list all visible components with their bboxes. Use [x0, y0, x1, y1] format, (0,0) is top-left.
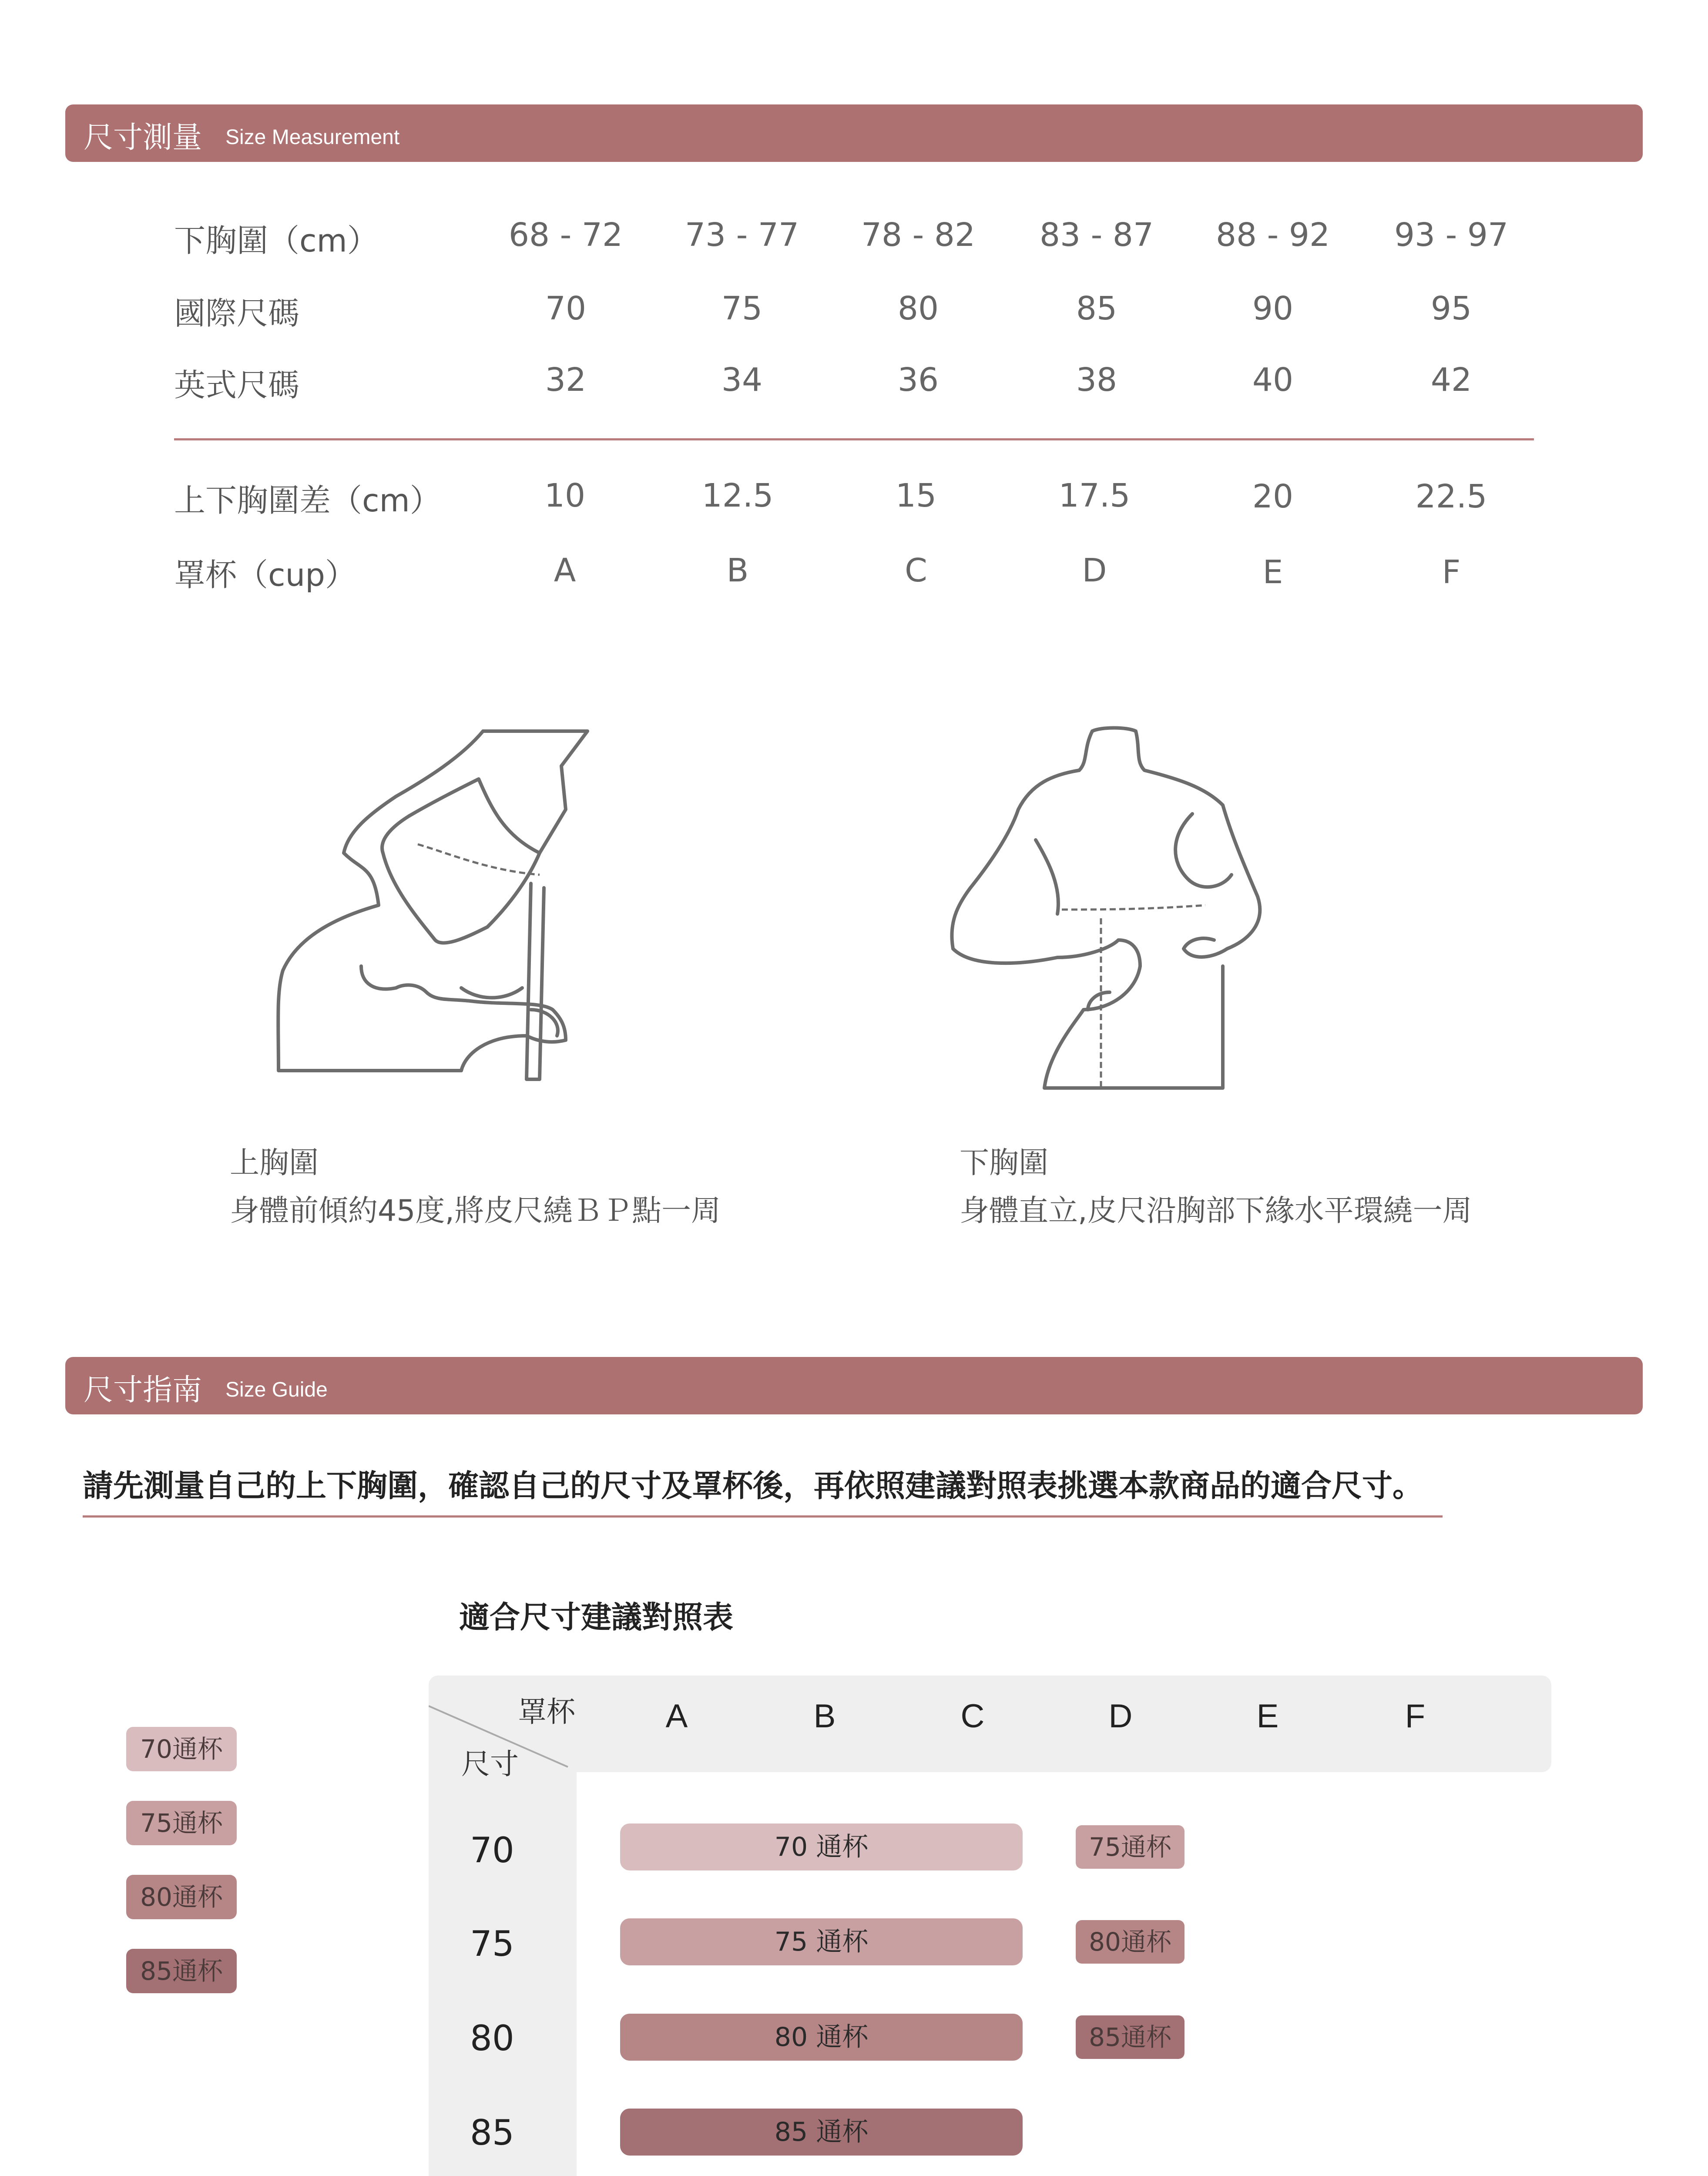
- table-cell: 22.5: [1415, 478, 1487, 515]
- caption-text: 身體前傾約45度,將皮尺繞ＢＰ點一周: [230, 1194, 721, 1228]
- table-cell: F: [1442, 554, 1461, 591]
- table-title: 適合尺寸建議對照表: [459, 1599, 733, 1635]
- section-header-guide: [65, 1357, 1643, 1414]
- guide-divider: [83, 1515, 1443, 1518]
- table-divider: [174, 438, 1534, 440]
- table-cell: 12.5: [701, 477, 774, 514]
- table-cell: E: [1262, 554, 1283, 591]
- table-cell: 73 - 77: [685, 216, 799, 254]
- table-cell: 10: [544, 477, 586, 514]
- caption-text: 身體直立,皮尺沿胸部下緣水平環繞一周: [960, 1194, 1472, 1228]
- section-subtitle: Size Guide: [225, 1378, 328, 1401]
- rec-bar-75: 75 通杯: [620, 1918, 1023, 1965]
- table-cell: 40: [1252, 361, 1294, 399]
- cup-header: C: [960, 1698, 985, 1735]
- table-cell: 34: [721, 361, 763, 399]
- section-subtitle: Size Measurement: [225, 126, 400, 149]
- row-label-uk-size: 英式尺碼: [174, 367, 300, 403]
- section-title: 尺寸測量: [84, 121, 202, 155]
- table-cell: 93 - 97: [1394, 216, 1509, 254]
- rec-bar-80: 80 通杯: [620, 2014, 1023, 2061]
- table-cell: 17.5: [1058, 477, 1131, 514]
- table-cell: 38: [1076, 361, 1117, 399]
- corner-size-label: 尺寸: [461, 1747, 519, 1781]
- caption-title: 下胸圍: [960, 1146, 1049, 1180]
- table-cell: 36: [897, 361, 939, 399]
- table-cell: 83 - 87: [1039, 216, 1154, 254]
- cup-header: F: [1405, 1698, 1426, 1735]
- corner-cup-label: 罩杯: [518, 1695, 575, 1729]
- table-cell: 42: [1430, 361, 1472, 399]
- row-label-underbust: 下胸圍（cm）: [174, 222, 379, 259]
- legend-85: 85通杯: [126, 1949, 237, 1993]
- rec-pill-d-70: 75通杯: [1076, 1825, 1185, 1869]
- legend-70: 70通杯: [126, 1727, 237, 1771]
- table-cell: 75: [721, 290, 763, 327]
- rec-pill-d-80: 85通杯: [1076, 2015, 1185, 2059]
- guide-instruction: 請先測量自己的上下胸圍，確認自己的尺寸及罩杯後，再依照建議對照表挑選本款商品的適合尺寸。: [83, 1468, 1423, 1504]
- caption-title: 上胸圍: [230, 1146, 319, 1180]
- section-header-measurement: [65, 104, 1643, 162]
- table-cell: C: [905, 552, 927, 589]
- cup-header: D: [1108, 1698, 1133, 1735]
- legend-80: 80通杯: [126, 1875, 237, 1919]
- upper-bust-caption: [230, 1139, 721, 1235]
- size-label: 70: [470, 1830, 514, 1870]
- upper-bust-illustration: [261, 722, 592, 1092]
- table-cell: D: [1082, 552, 1107, 589]
- table-cell: 15: [895, 477, 937, 514]
- legend-75: 75通杯: [126, 1801, 237, 1845]
- cup-header: A: [665, 1698, 688, 1735]
- table-cell: 80: [897, 290, 939, 327]
- rec-pill-d-75: 80通杯: [1076, 1920, 1185, 1964]
- table-cell: 90: [1252, 290, 1294, 327]
- row-label-intl-size: 國際尺碼: [174, 295, 300, 332]
- table-cell: 68 - 72: [508, 216, 623, 254]
- table-cell: 85: [1076, 290, 1117, 327]
- table-cell: B: [726, 552, 749, 589]
- table-cell: 88 - 92: [1215, 216, 1330, 254]
- table-cell: 70: [545, 290, 587, 327]
- section-title: 尺寸指南: [84, 1373, 202, 1407]
- size-label: 85: [470, 2112, 514, 2153]
- table-cell: 78 - 82: [861, 216, 976, 254]
- size-label: 75: [470, 1924, 514, 1964]
- table-cell: 95: [1430, 290, 1472, 327]
- rec-bar-70: 70 通杯: [620, 1823, 1023, 1870]
- table-cell: A: [554, 552, 576, 589]
- under-bust-caption: [960, 1139, 1472, 1235]
- row-label-bust-diff: 上下胸圍差（cm）: [174, 482, 441, 519]
- row-label-cup: 罩杯（cup）: [174, 557, 356, 593]
- table-cell: 20: [1252, 478, 1294, 515]
- table-cell: 32: [545, 361, 587, 399]
- cup-header: B: [813, 1698, 836, 1735]
- cup-header: E: [1256, 1698, 1279, 1735]
- rec-bar-85: 85 通杯: [620, 2109, 1023, 2156]
- under-bust-illustration: [944, 722, 1284, 1105]
- size-label: 80: [470, 2018, 514, 2058]
